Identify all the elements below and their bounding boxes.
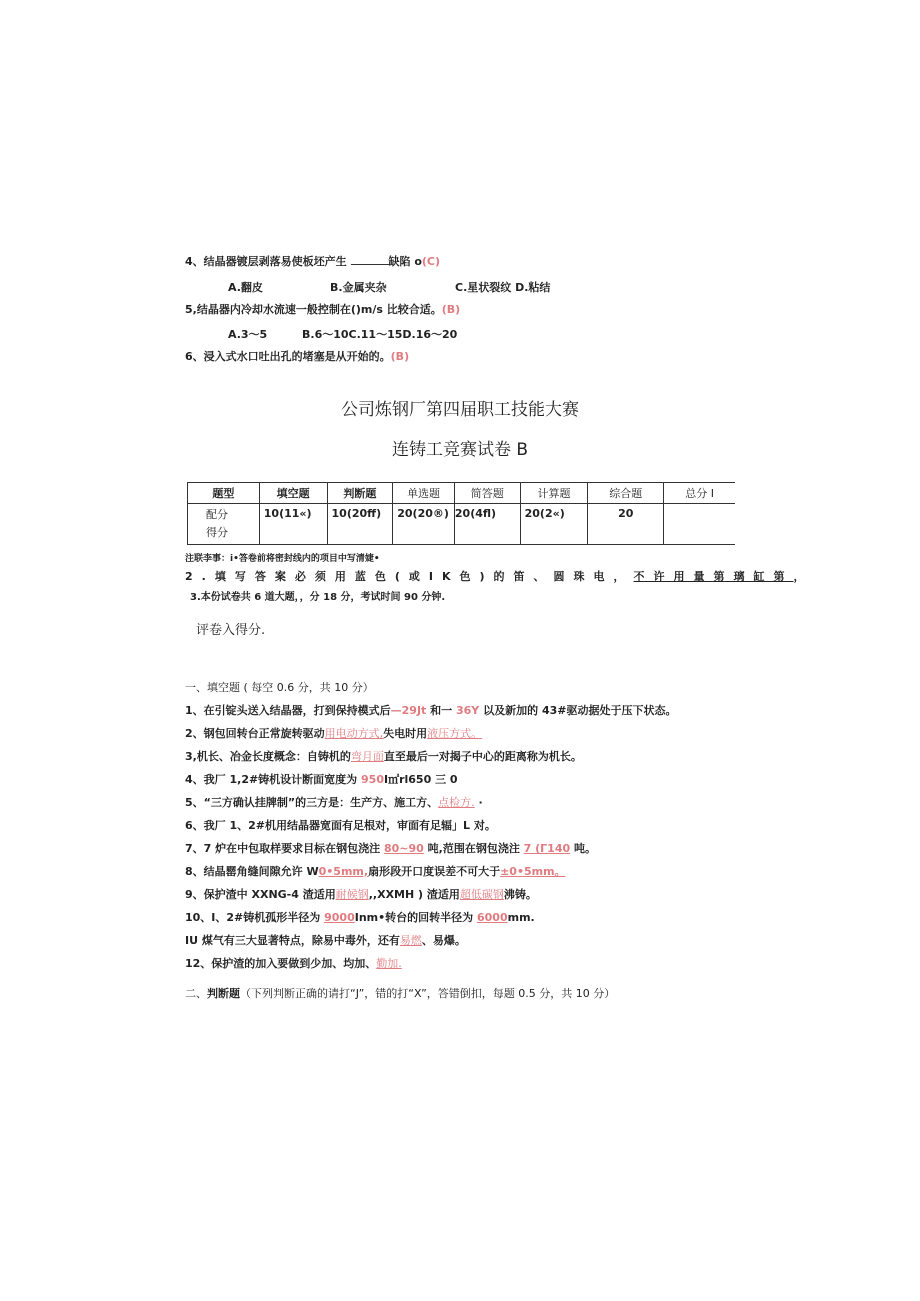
fill-item-7 [185, 841, 596, 857]
item-answer: 36Y [456, 704, 480, 717]
fill-item-3 [185, 749, 582, 765]
question-6 [185, 349, 409, 365]
table-header-cell: 单选题 [393, 483, 455, 504]
section2-heading-title: 判断题 [207, 987, 240, 1000]
item-answer: 勤加. [376, 957, 402, 970]
item-text: 沸铸。 [503, 888, 537, 901]
table-cell: 20 [588, 504, 664, 545]
q4-option-cd: C.星状裂纹 D.粘结 [455, 281, 551, 294]
fill-item-9 [185, 887, 537, 903]
table-header-cell: 计算题 [520, 483, 588, 504]
score-table [187, 482, 735, 545]
question-5-answer: (B) [441, 303, 461, 316]
exam-title: 公司炼钢厂第四届职工技能大赛 [341, 400, 579, 420]
fill-item-1 [185, 703, 676, 719]
item-answer: ±0•5mm。 [500, 865, 566, 878]
item-text: 6、我厂 1、2#机用结晶器宽面有足根对，审面有足辐」L 对。 [185, 819, 496, 832]
item-text: 失电时用 [383, 727, 428, 740]
item-answer: 950 [361, 773, 384, 786]
item-text: Inm•转台的回转半径为 [354, 911, 477, 924]
table-cell: 10(11«) [259, 504, 327, 545]
exam-subtitle: 连铸工竞赛试卷 B [391, 440, 529, 460]
table-header-cell: 题型 [188, 483, 260, 504]
question-5-text: 5,结晶器内冷却水流速一般控制在()m/s 比较合适。 [185, 303, 442, 316]
fill-item-4 [185, 772, 458, 788]
grader-label: 评卷入得分. [196, 623, 266, 638]
item-text: 10、I、2#铸机孤形半径为 [185, 911, 325, 924]
table-header-cell: 综合题 [588, 483, 664, 504]
table-header-cell: 简答题 [454, 483, 520, 504]
fill-item-6 [185, 818, 496, 834]
item-text: ,,XXMH ) 渣适用 [368, 888, 460, 901]
table-cell: 10(20ff) [327, 504, 393, 545]
fill-item-2 [185, 726, 482, 742]
item-answer: 易燃 [399, 934, 422, 947]
section2-heading [185, 986, 615, 1002]
item-answer: 用电动方式, [324, 727, 384, 740]
question-6-answer: (B) [390, 350, 410, 363]
item-text: 、易爆。 [421, 934, 466, 947]
item-text: 3,机长、冶金长度概念：自铸机的 [185, 750, 351, 763]
q5-option-bcd: B.6〜10C.11〜15D.16〜20 [302, 328, 458, 341]
item-answer: 9000 [324, 911, 355, 924]
item-text: 扇形段开口度误差不可大于 [368, 865, 501, 878]
item-text: 12、保护渣的加入要做到少加、均加、 [185, 957, 377, 970]
note-3: 3.本份试卷共 6 道大题，，分 18 分，考试时间 90 分钟. [190, 592, 446, 603]
item-text: 7、7 炉在中包取样要求目标在钢包浇注 [185, 842, 384, 855]
item-text: 吨,范围在钢包浇注 [423, 842, 524, 855]
question-6-text: 6、浸入式水口吐出孔的堵塞是从开始的。 [185, 350, 391, 363]
answer-blank [351, 254, 389, 265]
fill-item-11 [185, 933, 466, 949]
item-answer: 弯月面 [350, 750, 384, 763]
item-answer: 耐候钢 [335, 888, 369, 901]
item-text: 4、我厂 1,2#铸机设计断面宽度为 [185, 773, 362, 786]
note-2-suffix: ， [793, 570, 805, 583]
row-label-score: 得分 [206, 526, 228, 539]
fill-item-5 [185, 795, 483, 811]
table-cell: 20(4fl) [454, 504, 520, 545]
item-text: 以及新加的 43#驱动据处于压下状态。 [479, 704, 677, 717]
item-answer: 7 (Γ140 [523, 842, 571, 855]
note-2 [185, 569, 805, 585]
note-2-prefix: 2.填写答案必须用蓝色(或IK色)的笛、圆珠电， [185, 570, 634, 583]
table-header-cell: 填空题 [259, 483, 327, 504]
question-5 [185, 302, 460, 318]
item-answer: 点检方. [438, 796, 475, 809]
item-text: 9、保护渣中 XXNG-4 渣适用 [185, 888, 336, 901]
item-answer: 0•5mm, [318, 865, 369, 878]
item-text: 5、“三方确认挂牌制”的三方是：生产方、施工方、 [185, 796, 439, 809]
question-4-answer: (C) [421, 255, 441, 268]
section1-heading: 一、填空题 ( 每空 0.6 分，共 10 分） [185, 681, 374, 694]
row-label-points: 配分 [206, 508, 228, 521]
q4-option-a: A.翻皮 [228, 281, 263, 294]
score-table-header-row [188, 483, 736, 504]
section2-heading-prefix: 二、 [185, 987, 207, 1000]
score-table-points-row [188, 504, 736, 545]
item-answer: 液压方式。 [427, 727, 483, 740]
item-answer: —29Jt [390, 704, 427, 717]
table-cell: 20(20®) [393, 504, 455, 545]
fill-item-10 [185, 910, 535, 926]
item-text: 直至最后一对揭子中心的距离称为机长。 [383, 750, 582, 763]
item-text: 和一 [426, 704, 456, 717]
row-labels [188, 504, 260, 545]
q5-option-a: A.3〜5 [228, 328, 268, 341]
item-text: 2、钢包回转台正常旋转驱动 [185, 727, 325, 740]
item-text: 8、结晶罂角缝间隙允许 W [185, 865, 319, 878]
table-cell: 20(2«) [520, 504, 588, 545]
table-header-cell: 判断题 [327, 483, 393, 504]
item-text: · [474, 796, 483, 809]
table-header-cell: 总分 I [664, 483, 735, 504]
q4-option-b: B.金属夹杂 [330, 281, 387, 294]
question-4-suffix: 缺陷 o [388, 255, 422, 268]
note-1: 注联李事：i•答卷前将密封线内的项目中写清婕• [185, 554, 380, 564]
item-text: 吨。 [570, 842, 596, 855]
fill-item-8 [185, 864, 566, 880]
question-4 [185, 254, 440, 270]
item-answer: 6000 [476, 911, 508, 924]
item-text: mm. [507, 911, 535, 924]
fill-item-12 [185, 956, 402, 972]
section2-heading-instructions: （下列判断正确的请打“J”，错的打“X”，答错倒扣，每题 0.5 分，共 10 分） [240, 987, 616, 1000]
item-answer: 超低碳钢 [459, 888, 504, 901]
item-text: I㎡rl650 三 0 [383, 773, 458, 786]
note-2-underlined: 不许用量第璃缸第 [633, 570, 794, 583]
item-text: IU 煤气有三大显著特点，除易中毒外，还有 [185, 934, 400, 947]
question-4-text: 4、结晶器镀层剥落易使板坯产生 [185, 255, 347, 268]
item-answer: 80~90 [383, 842, 424, 855]
table-cell-empty [664, 504, 735, 545]
item-text: 1、在引锭头送入结晶器，打到保持模式后 [185, 704, 391, 717]
